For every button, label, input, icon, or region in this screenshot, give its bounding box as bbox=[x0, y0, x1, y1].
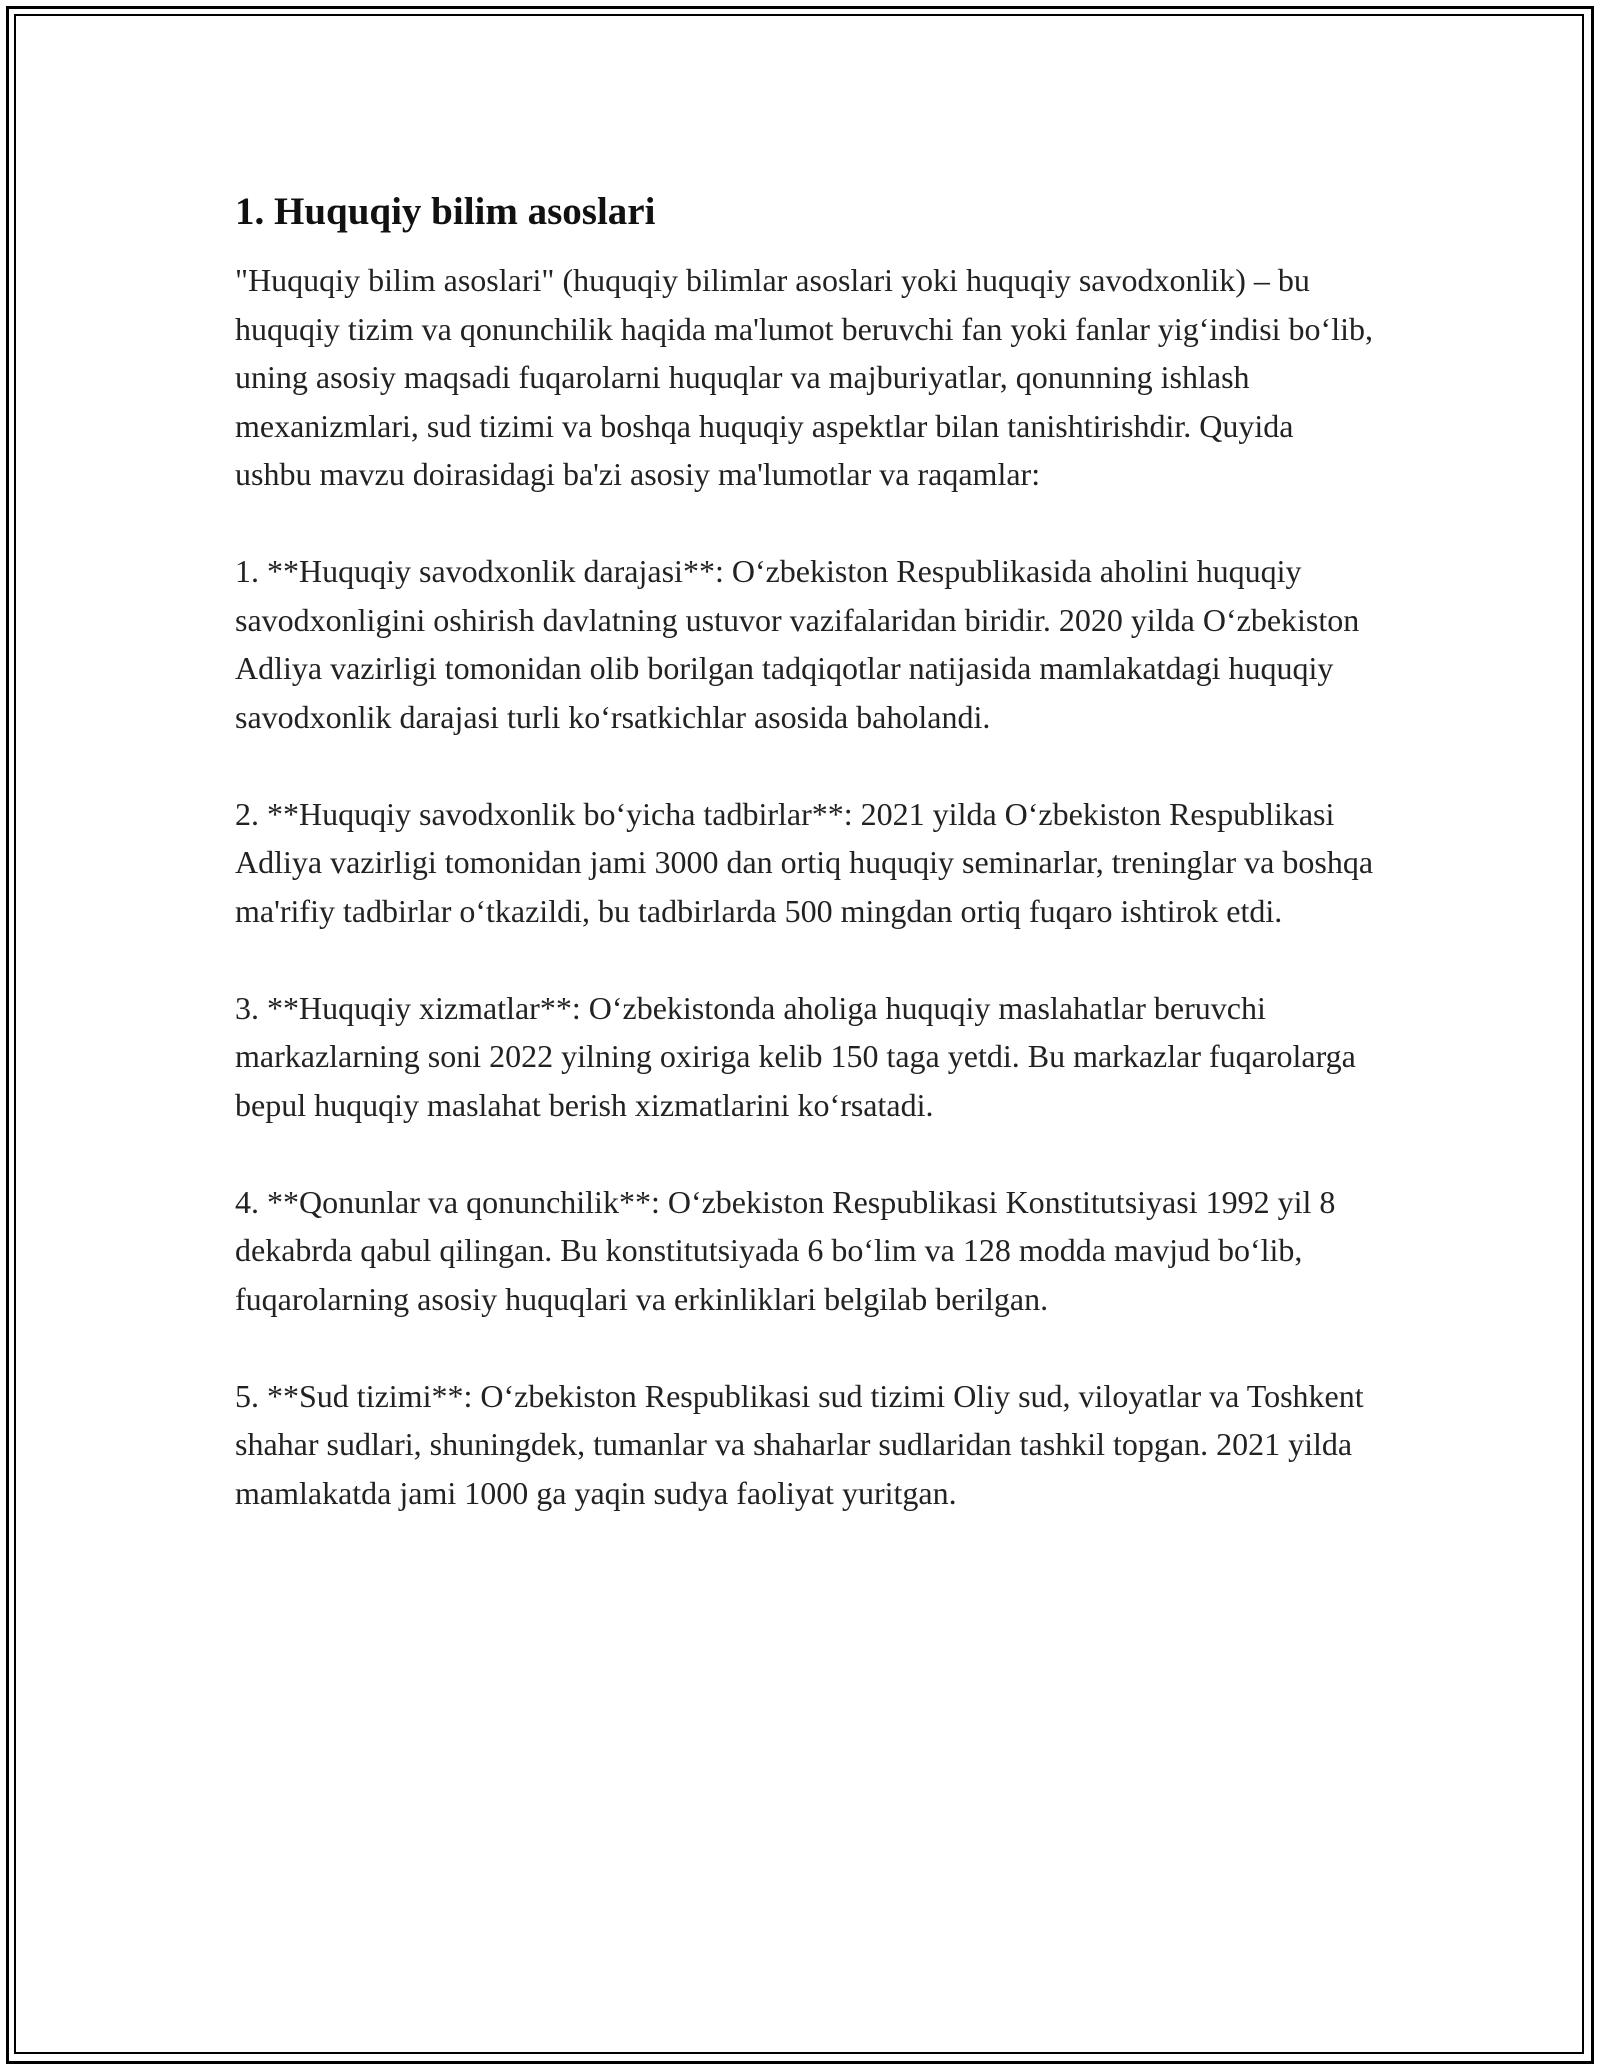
list-item-3: 3. **Huquqiy xizmatlar**: O‘zbekistonda aholiga huquqiy maslahatlar beruvchi markazlarning soni 2022 yilning oxiriga kelib 150 taga yetdi. Bu markazlar fuqarolarga bepul huquqiy maslahat berish xizmatlarini ko‘rsatadi. bbox=[235, 989, 1356, 1123]
list-item-1: 1. **Huquqiy savodxonlik darajasi**: O‘zbekiston Respublikasida aholini huquqiy savodxonligini oshirish davlatning ustuvor vazifalaridan biridir. 2020 yilda O‘zbekiston Adliya vazirligi tomonidan olib borilgan tadqiqotlar natijasida mamlakatdagi huquqiy savodxonlik darajasi turli ko‘rsatkichlar asosida baholandi. bbox=[235, 553, 1360, 735]
list-item-4: 4. **Qonunlar va qonunchilik**: O‘zbekiston Respublikasi Konstitutsiyasi 1992 yil 8 dekabrda qabul qilingan. Bu konstitutsiyada 6 bo‘lim va 128 modda mavjud bo‘lib, fuqarolarning asosiy huquqlari va erkinliklari belgilab berilgan. bbox=[235, 1183, 1336, 1317]
document-title: 1. Huquqiy bilim asoslari bbox=[235, 190, 656, 233]
list-item-5: 5. **Sud tizimi**: O‘zbekiston Respublikasi sud tizimi Oliy sud, viloyatlar va Toshkent shahar sudlari, shuningdek, tumanlar va shaharlar sudlaridan tashkil topgan. 2021 yilda mamlakatda jami 1000 ga yaqin sudya faoliyat yuritgan. bbox=[235, 1377, 1364, 1511]
intro-paragraph: "Huquqiy bilim asoslari" (huquqiy bilimlar asoslari yoki huquqiy savodxonlik) – bu huquqiy tizim va qonunchilik haqida ma'lumot beruvchi fan yoki fanlar yig‘indisi bo‘lib, uning asosiy maqsadi fuqarolarni huquqlar va majburiyatlar, qonunning ishlash mexanizmlari, sud tizimi va boshqa huquqiy aspektlar bilan tanishtirishdir. Quyida ushbu mavzu doirasidagi ba'zi asosiy ma'lumotlar va raqamlar: bbox=[235, 262, 1373, 492]
list-item-2: 2. **Huquqiy savodxonlik bo‘yicha tadbirlar**: 2021 yilda O‘zbekiston Respublikasi Adliya vazirligi tomonidan jami 3000 dan ortiq huquqiy seminarlar, treninglar va boshqa ma'rifiy tadbirlar o‘tkazildi, bu tadbirlarda 500 mingdan ortiq fuqaro ishtirok etdi. bbox=[235, 795, 1374, 929]
document-body bbox=[235, 188, 1375, 1566]
